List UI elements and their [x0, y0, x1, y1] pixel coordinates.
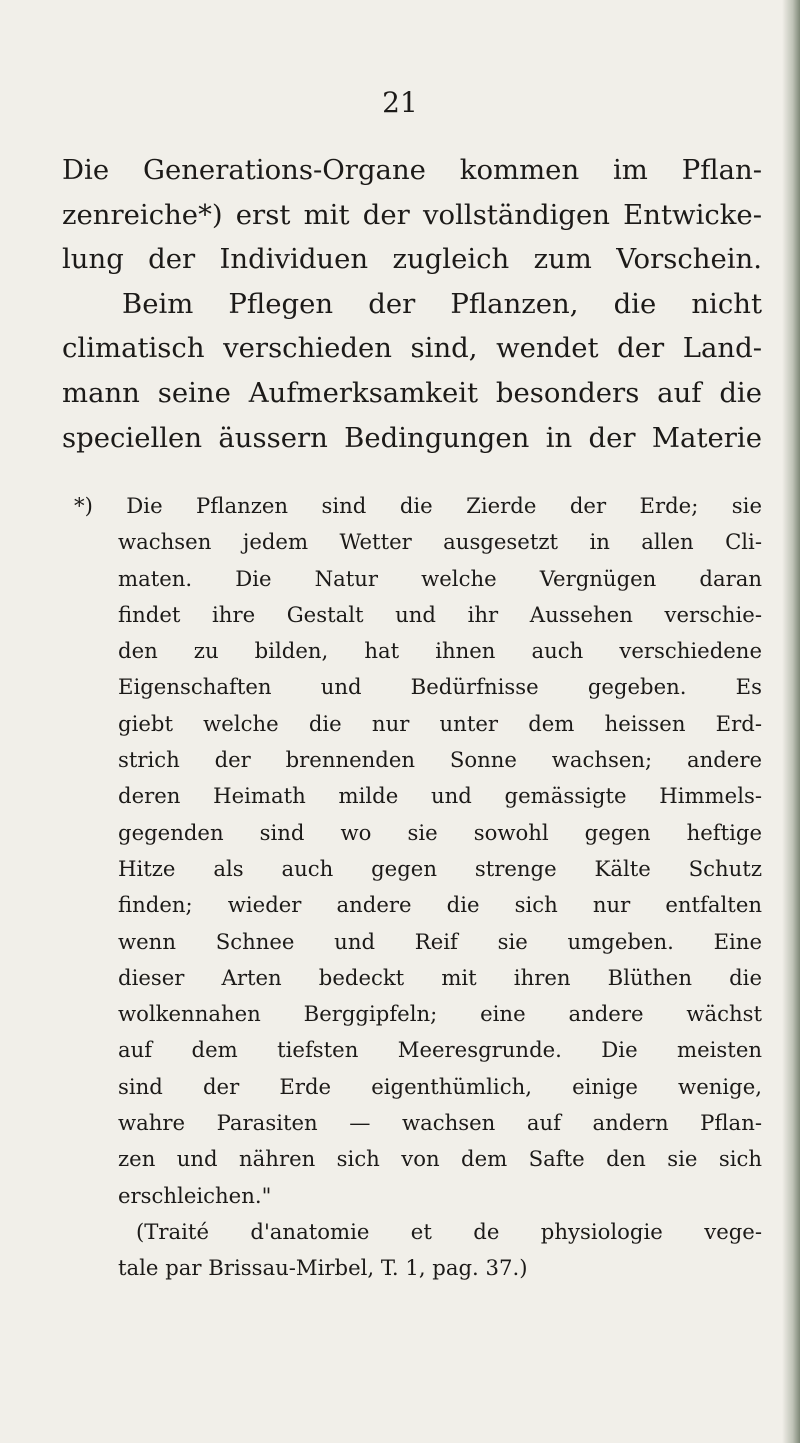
text-line: lung der Individuen zugleich zum Vorschein. [62, 243, 762, 276]
text-line: climatisch verschieden sind, wendet der Land- [62, 332, 762, 365]
footnote-line: wolkennahen Berggipfeln; eine andere wächst [118, 1001, 762, 1027]
footnote-line: wachsen jedem Wetter ausgesetzt in allen Cli- [118, 529, 762, 555]
text-line: zenreiche*) erst mit der vollständigen Entwicke- [62, 198, 762, 231]
main-paragraph [62, 148, 762, 460]
footnote-line: dieser Arten bedeckt mit ihren Blüthen die [118, 964, 762, 990]
text-line: speciellen äussern Bedingungen in der Materie [62, 421, 762, 454]
footnote-line: den zu bilden, hat ihnen auch verschiedene [118, 638, 762, 664]
footnote-line: strich der brennenden Sonne wachsen; andere [118, 747, 762, 773]
footnote-line: erschleichen." [118, 1182, 272, 1208]
footnote-line: giebt welche die nur unter dem heissen Erd- [118, 710, 762, 736]
footnote-line: Hitze als auch gegen strenge Kälte Schutz [118, 855, 762, 881]
footnote-line: zen und nähren sich von dem Safte den sie sich [118, 1146, 762, 1172]
text-line: Die Generations-Organe kommen im Pflan- [62, 154, 762, 186]
footnote-line: deren Heimath milde und gemässigte Himmels- [118, 783, 762, 809]
footnote-line: *) Die Pflanzen sind die Zierde der Erde; sie [74, 493, 762, 518]
footnote-line: gegenden sind wo sie sowohl gegen heftige [118, 819, 762, 845]
footnote-line: wenn Schnee und Reif sie umgeben. Eine [118, 928, 762, 954]
footnote-line: sind der Erde eigenthümlich, einige wenige, [118, 1073, 762, 1099]
footnote-line: maten. Die Natur welche Vergnügen daran [118, 565, 762, 591]
footnote [74, 488, 762, 1287]
footnote-line: Eigenschaften und Bedürfnisse gegeben. Es [118, 674, 762, 700]
page-number: 21 [382, 86, 418, 119]
text-line: mann seine Aufmerksamkeit besonders auf die [62, 376, 762, 409]
footnote-line: finden; wieder andere die sich nur entfalten [118, 892, 762, 918]
footnote-line: auf dem tiefsten Meeresgrunde. Die meisten [118, 1037, 762, 1063]
footnote-citation-line: tale par Brissau-Mirbel, T. 1, pag. 37.) [118, 1255, 528, 1281]
footnote-citation-line: (Traité d'anatomie et de physiologie vege- [136, 1218, 762, 1244]
text-line: Beim Pflegen der Pflanzen, die nicht [122, 287, 762, 320]
footnote-line: findet ihre Gestalt und ihr Aussehen verschie- [118, 601, 762, 627]
footnote-line: wahre Parasiten — wachsen auf andern Pflan- [118, 1110, 762, 1136]
